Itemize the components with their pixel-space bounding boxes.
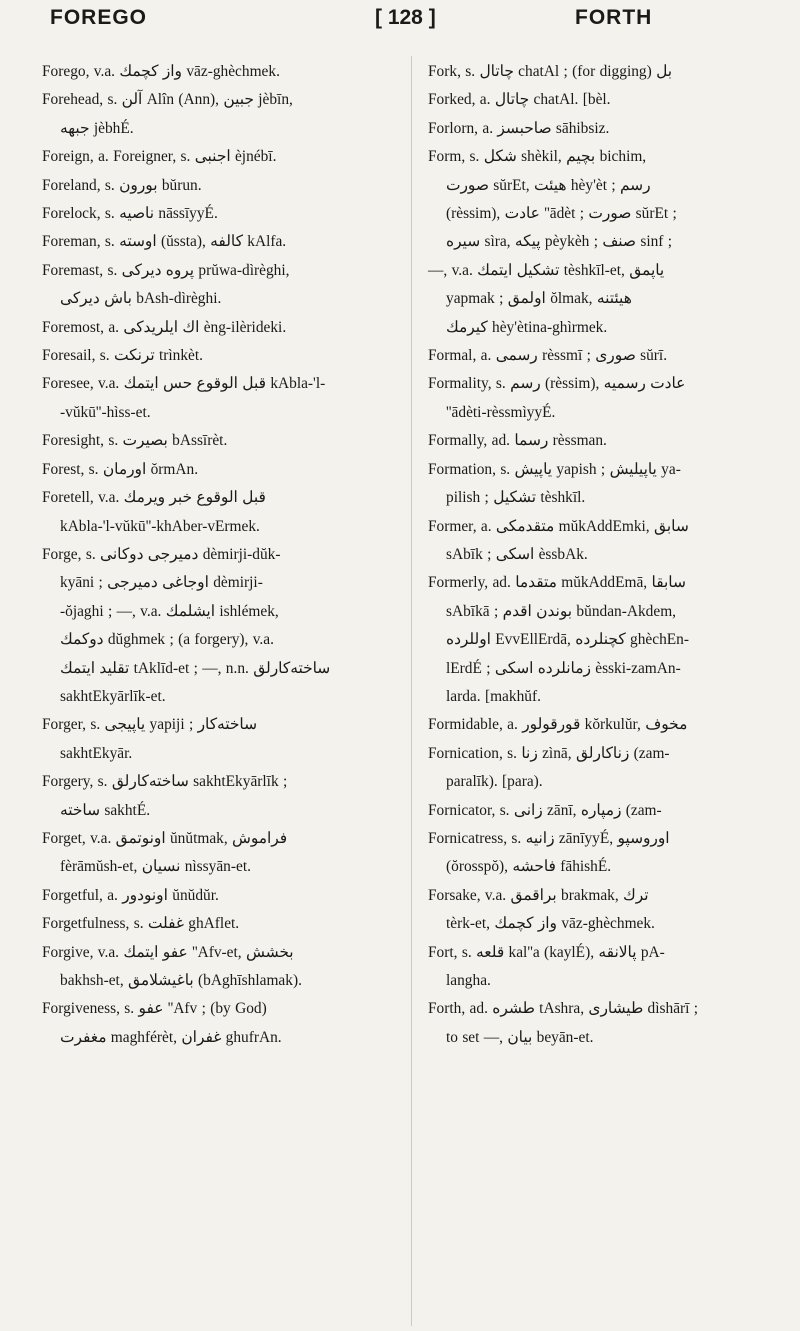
- dictionary-entry-line: Foreign, a. Foreigner, s. اجنبى èjnébī.: [42, 148, 277, 166]
- dictionary-entry-line: Forest, s. اورمان ŏrmAn.: [42, 460, 199, 478]
- dictionary-entry-line: Forgetful, a. اونودور ŭnŭdŭr.: [42, 886, 219, 904]
- dictionary-entry-line: sAbīk ; اسكى èssbAk.: [446, 545, 588, 563]
- dictionary-entry-line: Fornication, s. زنا zìnā, زناكارلق (zam-: [428, 744, 670, 762]
- dictionary-entry-line: Foreman, s. اوسته (ŭssta), كالفه kAlfa.: [42, 233, 287, 251]
- dictionary-entry-line: تقليد ايتمك tAklīd-et ; —, n.n. ساختەكارلق: [60, 659, 331, 677]
- dictionary-entry-line: سيره sìra, پيكه pèykèh ; صنف sinf ;: [446, 233, 673, 251]
- dictionary-entry-line: fèrāmŭsh-et, نسيان nìssyān-et.: [60, 858, 251, 876]
- dictionary-entry-line: Forelock, s. ناصيه nāssīyyÉ.: [42, 205, 218, 223]
- dictionary-entry-line: Formal, a. رسمى rèssmī ; صورى sŭrī.: [428, 347, 668, 365]
- dictionary-entry-line: ''ādèti-rèssmìyyÉ.: [446, 403, 556, 421]
- dictionary-entry-line: lErdÉ ; زمانلرده اسكى èsski-zamAn-: [446, 659, 681, 677]
- header-left-guideword: FOREGO: [50, 6, 148, 29]
- dictionary-entry-line: Fork, s. چاتال chatAl ; (for digging) بل: [428, 63, 673, 80]
- dictionary-entry-line: Forgetfulness, s. غفلت ghAflet.: [42, 915, 240, 933]
- column-divider: [411, 56, 412, 1326]
- dictionary-entry-line: Former, a. متقدمكى mŭkAddEmki, سابق: [428, 517, 689, 535]
- dictionary-entry-line: —, v.a. تشكيل ايتمك tèshkīl-et, ياپمق: [428, 261, 665, 279]
- dictionary-entry-line: Forget, v.a. اونوتمق ŭnŭtmak, فراموش: [42, 829, 288, 847]
- dictionary-entry-line: Foreland, s. بورون bŭrun.: [42, 176, 202, 194]
- dictionary-entry-line: kAbla-'l-vŭkū''-khAber-vErmek.: [60, 517, 260, 535]
- dictionary-entry-line: Foresee, v.a. قبل الوقوع حس ايتمك kAbla-'l-: [42, 375, 326, 393]
- dictionary-entry-line: Formation, s. ياپيش yapish ; ياپيليش ya-: [428, 460, 681, 478]
- dictionary-entry-line: (ŏrosspŏ), فاحشه fāhishÉ.: [446, 858, 612, 876]
- dictionary-entry-line: Forger, s. ياپيجى yapiji ; ساختەكار: [42, 716, 258, 734]
- dictionary-entry-line: باش دیرکی bAsh-dìrèghi.: [60, 290, 222, 308]
- dictionary-entry-line: اوللرده EvvEllErdā, كچنلرده ghèchEn-: [446, 631, 689, 649]
- right-column: [428, 58, 780, 1052]
- dictionary-entry-line: صورت sŭrEt, هيئت hèy'èt ; رسم: [446, 176, 651, 194]
- dictionary-entry-line: Fornicatress, s. زانيه zānīyyÉ, اوروسپو: [428, 829, 670, 847]
- dictionary-entry-line: Forth, ad. طشره tAshra, طيشارى dìshārī ;: [428, 1000, 699, 1018]
- dictionary-entry-line: دوكمك dŭghmek ; (a forgery), v.a.: [60, 631, 274, 649]
- dictionary-entry-line: Foretell, v.a. قبل الوقوع خبر ويرمك: [42, 489, 266, 507]
- dictionary-entry-line: (rèssim), عادت ''ādèt ; صورت sŭrEt ;: [446, 205, 677, 223]
- dictionary-entry-line: Forked, a. چاتال chatAl. [bèl.: [428, 91, 611, 109]
- dictionary-entry-line: sakhtEkyār.: [60, 744, 133, 762]
- dictionary-entry-line: مغفرت maghférèt, غفران ghufrAn.: [60, 1028, 282, 1046]
- dictionary-entry-line: to set —, بيان beyān-et.: [446, 1028, 594, 1046]
- dictionary-entry-line: Foremast, s. پروه دیرکی prŭwa-dìrèghi,: [42, 261, 290, 279]
- left-column: [42, 58, 396, 1052]
- dictionary-entry-line: Foresight, s. بصيرت bAssīrèt.: [42, 432, 228, 450]
- dictionary-entry-line: yapmak ; اولمق ŏlmak, هيئتنه: [446, 290, 632, 308]
- dictionary-entry-line: Form, s. شكل shèkil, بچيم bichim,: [428, 148, 647, 166]
- dictionary-entry-line: langha.: [446, 972, 491, 989]
- dictionary-entry-line: Forego, v.a. واز كچمك vāz-ghèchmek.: [42, 63, 280, 80]
- dictionary-entry-line: Formerly, ad. متقدما mŭkAddEmā, سابقا: [428, 574, 686, 592]
- page-number: [ 128 ]: [375, 6, 436, 29]
- dictionary-entry-line: sAbīkā ; بوندن اقدم bŭndan-Akdem,: [446, 602, 677, 620]
- header-right-guideword: FORTH: [575, 6, 653, 29]
- dictionary-entry-line: Forsake, v.a. براقمق brakmak, ترك: [428, 886, 649, 904]
- dictionary-entry-line: paralīk). [para).: [446, 773, 543, 791]
- dictionary-entry-line: Formally, ad. رسما rèssman.: [428, 432, 607, 450]
- dictionary-entry-line: Foremost, a. اك ايلريدكى èng-ilèrideki.: [42, 318, 287, 336]
- dictionary-entry-line: Forgery, s. ساختەكارلق sakhtEkyārlīk ;: [42, 773, 288, 791]
- dictionary-entry-line: Forgive, v.a. عفو ايتمك ''Afv-et, بخشش: [42, 943, 294, 961]
- dictionary-entry-line: Forge, s. دمیرجی دوكانى dèmirji-dŭk-: [42, 545, 281, 563]
- page-header: [0, 0, 800, 50]
- dictionary-entry-line: Formidable, a. قورقولور kŏrkulŭr, مخوف: [428, 716, 688, 734]
- dictionary-entry-line: Formality, s. رسم (rèssim), عادت رسميه: [428, 375, 686, 393]
- dictionary-entry-line: larda. [makhŭf.: [446, 687, 541, 705]
- dictionary-entry-line: Foresail, s. ترنكت trìnkèt.: [42, 347, 204, 365]
- dictionary-entry-line: pilish ; تشكيل tèshkīl.: [446, 489, 586, 507]
- dictionary-entry-line: ساخته sakhtÉ.: [60, 801, 151, 819]
- dictionary-entry-line: tèrk-et, واز كچمك vāz-ghèchmek.: [446, 915, 655, 933]
- dictionary-entry-line: Forgiveness, s. عفو ''Afv ; (by God): [42, 1000, 267, 1018]
- dictionary-entry-line: sakhtEkyārlīk-et.: [60, 687, 166, 705]
- dictionary-entry-line: كيرمك hèy'ètina-ghìrmek.: [446, 318, 608, 336]
- dictionary-entry-line: جبهه jèbhÉ.: [60, 119, 134, 137]
- dictionary-entry-line: kyāni ; اوجاغى دمیرجى dèmirji-: [60, 574, 263, 592]
- dictionary-entry-line: -vŭkū''-hìss-et.: [60, 403, 151, 421]
- dictionary-entry-line: Fort, s. قلعه kal''a (kaylÉ), پالانقه pA-: [428, 943, 665, 961]
- dictionary-entry-line: bakhsh-et, باغيشلامق (bAghīshlamak).: [60, 972, 302, 989]
- dictionary-entry-line: -ŏjaghi ; —, v.a. ايشلمك ishlémek,: [60, 602, 279, 620]
- dictionary-entry-line: Forlorn, a. صاحبسز sāhibsiz.: [428, 119, 610, 137]
- dictionary-entry-line: Forehead, s. آلن Alîn (Ann), جبين jèbīn,: [42, 91, 293, 109]
- dictionary-entry-line: Fornicator, s. زانى zānī, زمپاره (zam-: [428, 801, 662, 819]
